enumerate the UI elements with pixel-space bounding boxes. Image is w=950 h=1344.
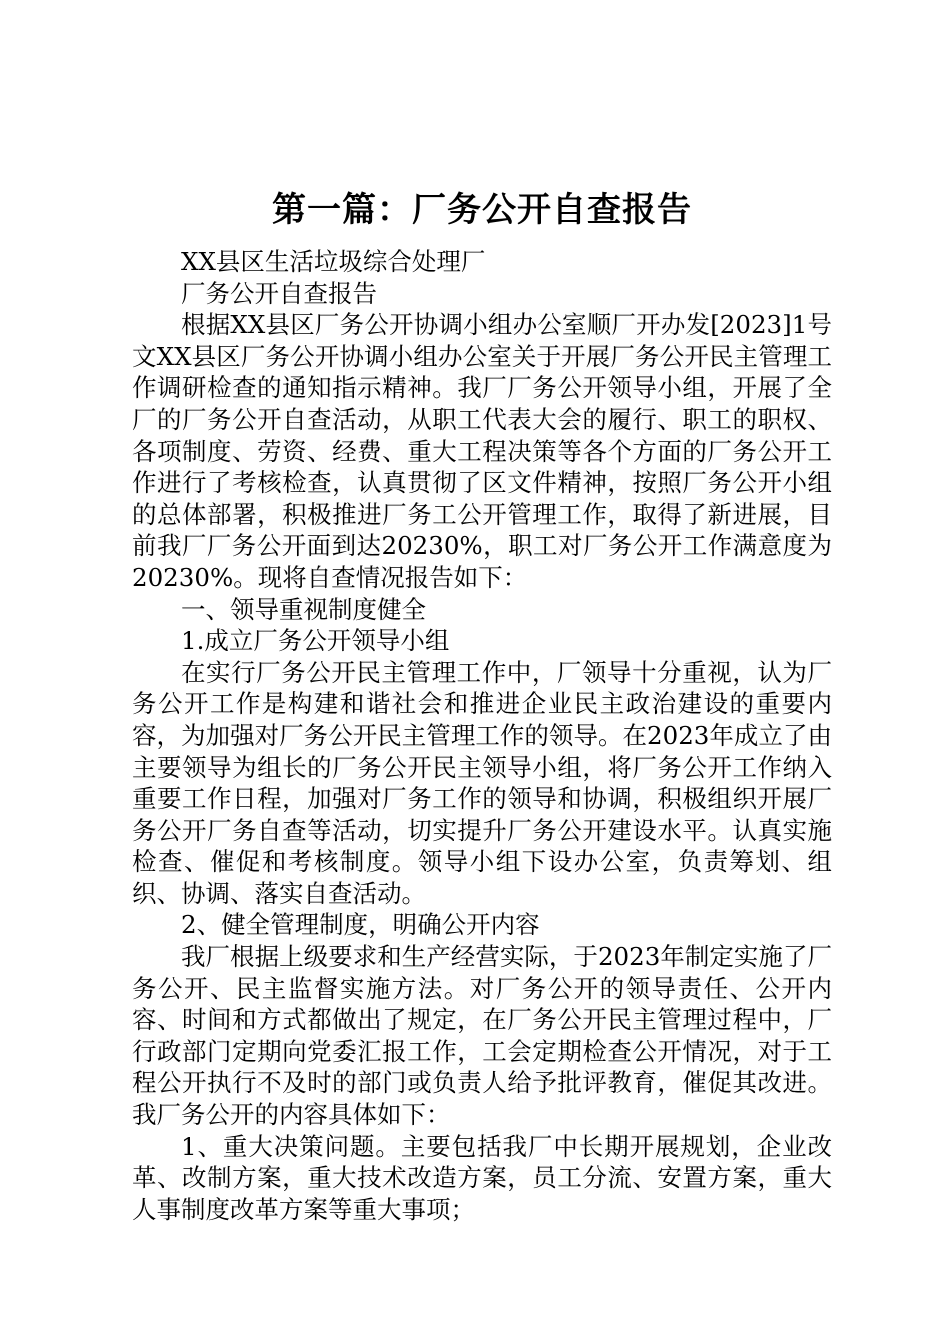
paragraph-factory-name: XX县区生活垃圾综合处理厂 — [181, 247, 486, 276]
paragraph-leadership-group: 在实行厂务公开民主管理工作中，厂领导十分重视，认为厂务公开工作是构建和谐社会和推进企业民主政治建设的重要内容，为加强对厂务公开民主管理工作的领导。在2023年成立了由主要领导为组长的厂务公开民主领导小组，将厂务公开工作纳入重要工作日程，加强对厂务工作的领导和协调，积极组织开展厂务公开厂务自查等活动，切实提升厂务公开建设水平。认真实施检查、催促和考核制度。领导小组下设办公室，负责筹划、组织、协调、落实自查活动。 — [132, 657, 832, 908]
paragraph-major-decisions: 1、重大决策问题。主要包括我厂中长期开展规划，企业改革、改制方案，重大技术改造方案，员工分流、安置方案，重大人事制度改革方案等重大事项； — [132, 1131, 832, 1224]
paragraph-management-system: 我厂根据上级要求和生产经营实际，于2023年制定实施了厂务公开、民主监督实施方法。对厂务公开的领导责任、公开内容、时间和方式都做出了规定，在厂务公开民主管理过程中，厂行政部门定期向党委汇报工作，工会定期检查公开情况，对于工程公开执行不及时的部门或负责人给予批评教育，催促其改进。我厂务公开的内容具体如下： — [132, 942, 832, 1130]
paragraph-report-subtitle: 厂务公开自查报告 — [181, 278, 377, 308]
document-page — [132, 188, 832, 1225]
subsection-heading-2: 2、健全管理制度，明确公开内容 — [181, 910, 540, 940]
document-title: 第一篇：厂务公开自查报告 — [272, 190, 692, 230]
paragraph-introduction: 根据XX县区厂务公开协调小组办公室顺厂开办发[2023]1号文XX县区厂务公开协调小组办公室关于开展厂务公开民主管理工作调研检查的通知指示精神。我厂厂务公开领导小组，开展了全厂的厂务公开自查活动，从职工代表大会的履行、职工的职权、各项制度、劳资、经费、重大工程决策等各个方面的厂务公开工作进行了考核检查，认真贯彻了区文件精神，按照厂务公开小组的总体部署，积极推进厂务工公开管理工作，取得了新进展，目前我厂厂务公开面到达20230%，职工对厂务公开工作满意度为20230%。现将自查情况报告如下： — [132, 310, 832, 592]
section-heading-1: 一、领导重视制度健全 — [181, 594, 426, 624]
subsection-heading-1: 1.成立厂务公开领导小组 — [181, 626, 450, 656]
